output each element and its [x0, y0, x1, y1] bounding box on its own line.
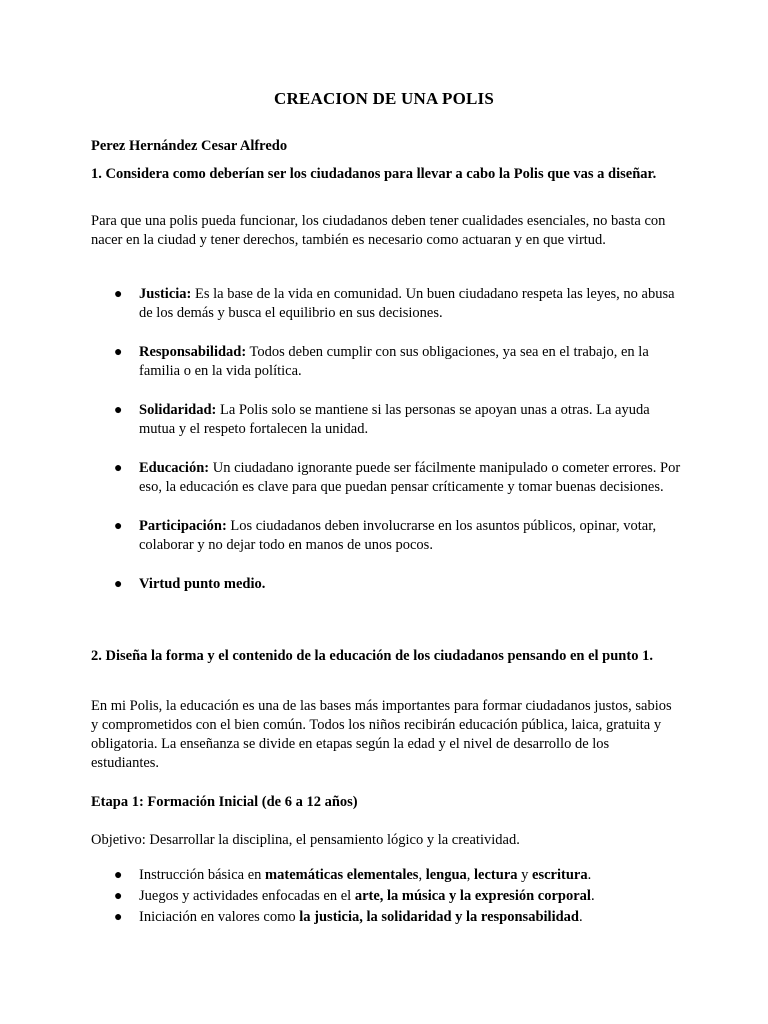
- quality-text: Los ciudadanos deben involucrarse en los asuntos públicos, opinar, votar, colaborar y no dejar todo en manos de unos pocos.: [139, 518, 657, 553]
- list-item: [91, 401, 681, 439]
- item-emphasis: la justicia, la solidaridad y la responsabilidad: [299, 909, 579, 925]
- bullet-icon: ●: [114, 910, 123, 925]
- list-item: [91, 908, 681, 927]
- bullet-icon: ●: [114, 345, 123, 360]
- intro-paragraph: Para que una polis pueda funcionar, los ciudadanos deben tener cualidades esenciales, no basta con nacer en la ciudad y tener derechos, también es necesario como actuaran y en que virtud.: [91, 213, 666, 248]
- quality-text: Es la base de la vida en comunidad. Un buen ciudadano respeta las leyes, no abusa de los demás y busca el equilibrio en sus decisiones.: [139, 286, 675, 321]
- quality-text: Un ciudadano ignorante puede ser fácilmente manipulado o cometer errores. Por eso, la educación es clave para que puedan pensar críticamente y tomar buenas decisiones.: [139, 460, 681, 495]
- quality-text: La Polis solo se mantiene si las personas se apoyan unas a otras. La ayuda mutua y el respeto fortalecen la unidad.: [139, 402, 650, 437]
- item-text: ,: [466, 867, 475, 883]
- quality-text: Todos deben cumplir con sus obligaciones, ya sea en el trabajo, en la familia o en la vida política.: [139, 344, 649, 379]
- item-emphasis: arte, la música y la expresión corporal: [354, 888, 591, 904]
- stage-1-list: [91, 866, 681, 927]
- quality-term: Virtud punto medio.: [139, 576, 266, 592]
- qualities-list: [91, 285, 681, 594]
- list-item: [91, 866, 681, 885]
- item-text: .: [587, 867, 592, 883]
- quality-term: Educación:: [139, 460, 210, 476]
- bullet-icon: ●: [114, 519, 123, 534]
- item-text: Juegos y actividades enfocadas en el: [139, 888, 355, 904]
- author-name: Perez Hernández Cesar Alfredo: [91, 138, 288, 154]
- item-emphasis: lengua: [425, 867, 467, 883]
- item-text: ,: [418, 867, 426, 883]
- list-item: [91, 575, 681, 594]
- bullet-icon: ●: [114, 461, 123, 476]
- bullet-icon: ●: [114, 889, 123, 904]
- item-text: .: [590, 888, 595, 904]
- quality-term: Responsabilidad:: [139, 344, 247, 360]
- item-emphasis: escritura: [532, 867, 588, 883]
- bullet-icon: ●: [114, 868, 123, 883]
- item-text: Iniciación en valores como: [139, 909, 300, 925]
- education-intro-paragraph: En mi Polis, la educación es una de las bases más importantes para formar ciudadanos justos, sabios y comprometidos con el bien común. Todos los niños recibirán educación pública, laica, gratuita y obligatoria. La enseñanza se divide en etapas según la edad y el nivel de desarrollo de los estudiantes.: [91, 698, 672, 771]
- question-2: 2. Diseña la forma y el contenido de la educación de los ciudadanos pensando en el punto 1.: [91, 648, 653, 664]
- list-item: [91, 343, 681, 381]
- bullet-icon: ●: [114, 287, 123, 302]
- list-item: [91, 285, 681, 323]
- list-item: [91, 459, 681, 497]
- list-item: [91, 517, 681, 555]
- stage-1-heading: Etapa 1: Formación Inicial (de 6 a 12 años): [91, 794, 358, 810]
- quality-term: Justicia:: [139, 286, 192, 302]
- item-text: y: [517, 867, 533, 883]
- item-text: .: [578, 909, 583, 925]
- document-title: CREACION DE UNA POLIS: [273, 89, 495, 108]
- bullet-icon: ●: [114, 577, 123, 592]
- quality-term: Participación:: [139, 518, 227, 534]
- list-item: [91, 887, 681, 906]
- item-emphasis: lectura: [474, 867, 518, 883]
- bullet-icon: ●: [114, 403, 123, 418]
- item-text: Instrucción básica en: [139, 867, 266, 883]
- stage-1-objective: Objetivo: Desarrollar la disciplina, el pensamiento lógico y la creatividad.: [91, 832, 520, 848]
- quality-term: Solidaridad:: [139, 402, 217, 418]
- item-emphasis: matemáticas elementales: [265, 867, 419, 883]
- question-1: 1. Considera como deberían ser los ciudadanos para llevar a cabo la Polis que vas a diseñar.: [91, 166, 657, 182]
